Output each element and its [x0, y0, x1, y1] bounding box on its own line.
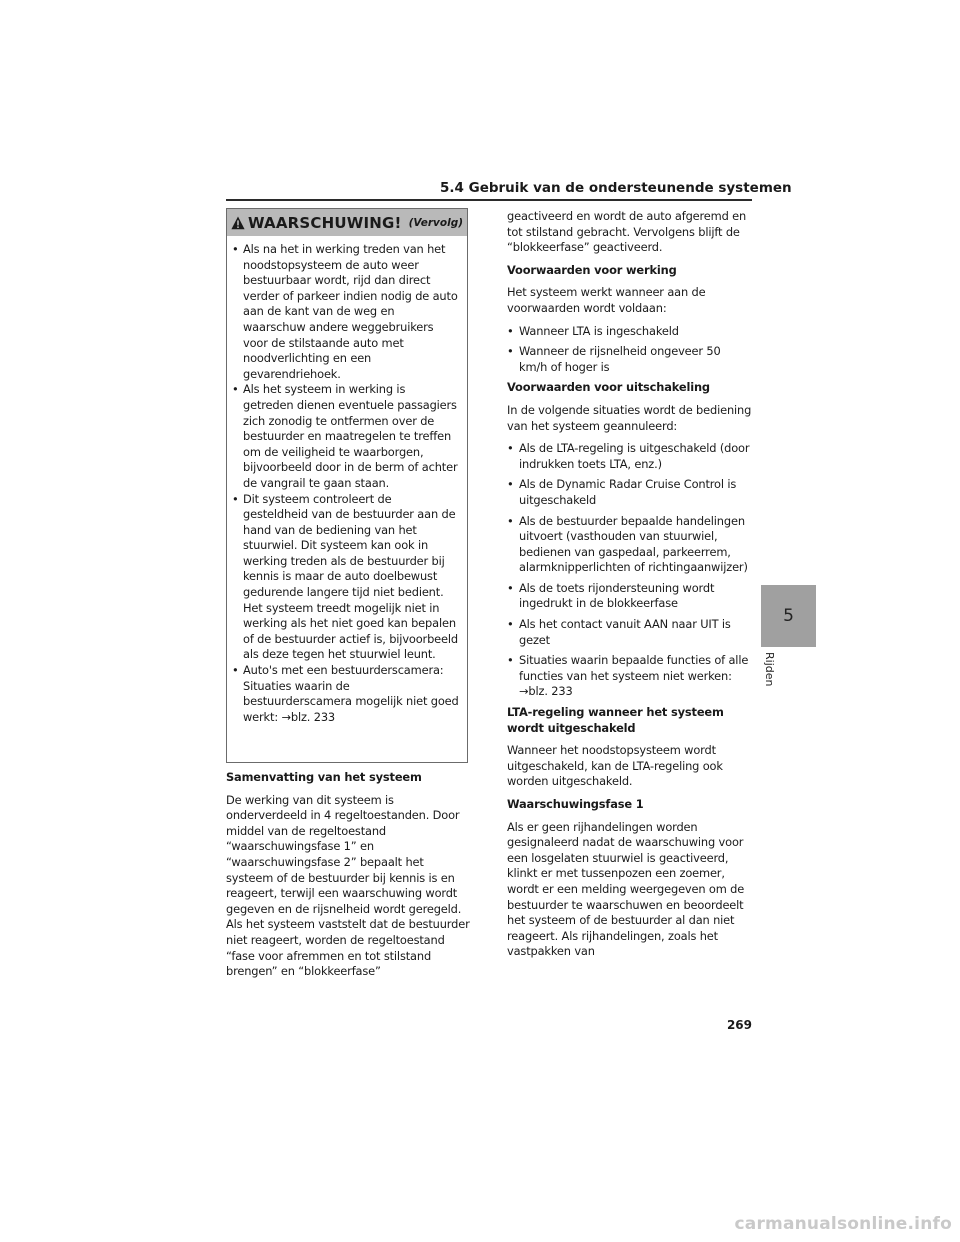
- warning-continued: (Vervolg): [408, 216, 464, 229]
- summary-heading: Samenvatting van het systeem: [226, 770, 422, 784]
- warning-title: WAARSCHUWING!: [247, 213, 402, 232]
- chapter-label-container: [763, 650, 802, 720]
- left-column: [226, 770, 472, 987]
- right-column: [507, 209, 752, 967]
- header-rule: [226, 199, 752, 201]
- list-item: • Als de LTA-regeling is uitgeschakeld (door indrukken toets LTA, enz.): [507, 441, 752, 472]
- chapter-number: 5: [783, 606, 794, 626]
- page-number: 269: [726, 1018, 752, 1032]
- phase1-paragraph: Als er geen rijhandelingen worden gesignaleerd nadat de waarschuwing voor een losgelaten stuurwiel is geactiveerd, klinkt er met tussenpozen een zoemer, wordt er een melding weergegeven om de bestuurder te waarschuwen en beoordeelt het systeem of de bestuurder al dan niet reageert. Als rijhandelingen, zoals het vastpakken van: [507, 819, 745, 959]
- warning-triangle-icon: [231, 216, 245, 230]
- cancel-list: [507, 441, 752, 700]
- list-item: • Als de toets rijondersteuning wordt ingedrukt in de blokkeerfase: [507, 581, 752, 612]
- cancel-intro: In de volgende situaties wordt de bediening van het systeem geannuleerd:: [507, 402, 752, 433]
- conditions-intro: Het systeem werkt wanneer aan de voorwaarden wordt voldaan:: [507, 285, 706, 315]
- warning-item: • Als na het in werking treden van het noodstopsysteem de auto weer bestuurbaar wordt, rijd dan direct verder of parkeer indien nodig de auto aan de kant van de weg en waarschuw andere weggebruikers voor de stilstaande auto met noodverlichting en een gevarendriehoek.: [235, 242, 459, 382]
- list-item: • Als het contact vanuit AAN naar UIT is gezet: [507, 617, 752, 648]
- list-item: • Situaties waarin bepaalde functies of alle functies van het systeem niet werken: →blz. 233: [507, 653, 752, 700]
- warning-header: [227, 209, 467, 236]
- cancel-heading: Voorwaarden voor uitschakeling: [507, 380, 710, 395]
- watermark: carmanualsonline.info: [734, 1214, 952, 1234]
- warning-item: • Auto's met een bestuurderscamera: Situaties waarin de bestuurderscamera mogelijk niet goed werkt: →blz. 233: [235, 663, 459, 725]
- conditions-list: [507, 324, 752, 376]
- warning-box: [226, 208, 468, 763]
- section-title: 5.4 Gebruik van de ondersteunende systemen: [440, 180, 792, 196]
- warning-item: • Dit systeem controleert de gesteldheid van de bestuurder aan de hand van de bediening van het stuurwiel. Dit systeem kan ook in werking treden als de bestuurder bij kennis is maar de auto doelbewust gedurende langere tijd niet bedient. Het systeem treedt mogelijk niet in werking als het niet goed kan bepalen of de bestuurder actief is, bijvoorbeeld als deze tegen het stuurwiel leunt.: [235, 492, 459, 664]
- warning-list: [227, 236, 467, 725]
- warning-item: • Als het systeem in werking is getreden dienen eventuele passagiers zich zonodig te ontfermen over de bestuurder en maatregelen te treffen om de veiligheid te waarborgen, bijvoorbeeld door in de berm of achter de vangrail te gaan staan.: [235, 382, 459, 491]
- list-item: • Als de bestuurder bepaalde handelingen uitvoert (vasthouden van stuurwiel, bedienen van gaspedaal, parkeerrem, alarmknipperlichten of richtingaanwijzer): [507, 514, 752, 576]
- continuation-paragraph: geactiveerd en wordt de auto afgeremd en tot stilstand gebracht. Vervolgens blijft de “blokkeerfase” geactiveerd.: [507, 209, 747, 255]
- list-item: • Als de Dynamic Radar Cruise Control is uitgeschakeld: [507, 477, 752, 508]
- phase1-heading: Waarschuwingsfase 1: [507, 797, 644, 811]
- list-item: • Wanneer de rijsnelheid ongeveer 50 km/h of hoger is: [507, 344, 752, 375]
- lta-heading: LTA-regeling wanneer het systeem wordt uitgeschakeld: [507, 705, 724, 735]
- lta-paragraph: Wanneer het noodstopsysteem wordt uitgeschakeld, kan de LTA-regeling ook worden uitgeschakeld.: [507, 743, 723, 789]
- chapter-tab: [761, 585, 816, 647]
- chapter-label: Rijden: [763, 652, 776, 687]
- list-item: • Wanneer LTA is ingeschakeld: [507, 324, 752, 340]
- conditions-heading: Voorwaarden voor werking: [507, 262, 677, 277]
- summary-paragraph: De werking van dit systeem is onderverdeeld in 4 regeltoestanden. Door middel van de regeltoestand “waarschuwingsfase 1” en “waarschuwingsfase 2” bepaalt het systeem of de bestuurder bij kennis is en reageert, terwijl een waarschuwing wordt gegeven en de rijsnelheid wordt geregeld. Als het systeem vaststelt dat de bestuurder niet reageert, worden de regeltoestand “fase voor afremmen en tot stilstand brengen” en “blokkeerfase”: [226, 792, 470, 979]
